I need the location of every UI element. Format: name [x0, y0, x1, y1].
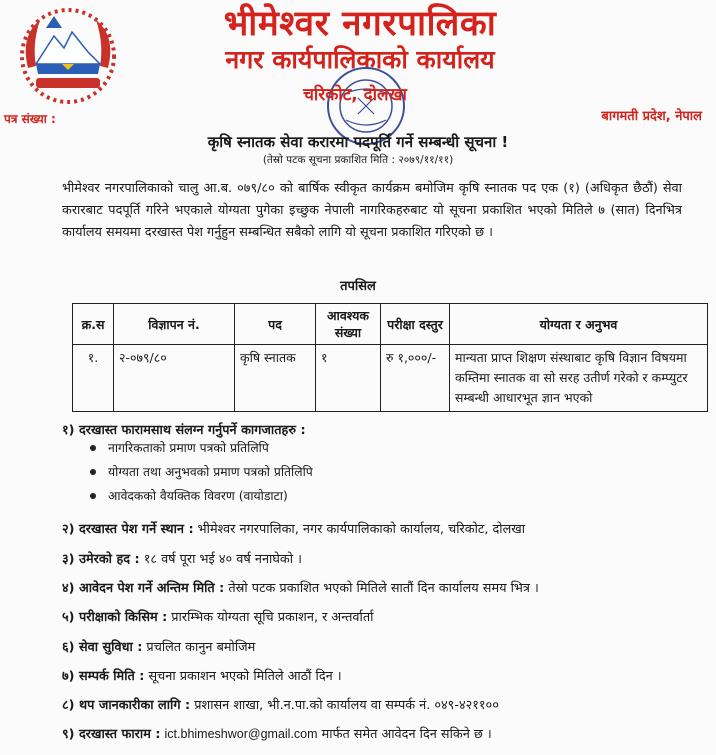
municipality-name: भीमेश्वर नगरपालिका: [223, 4, 497, 44]
header-post: पद: [235, 304, 316, 345]
province-label: बागमती प्रदेश, नेपाल: [601, 109, 702, 124]
table-row: [73, 345, 708, 412]
header-adv-no: विज्ञापन नं.: [114, 304, 235, 345]
item-label: २) दरखास्त पेश गर्ने स्थान :: [62, 522, 194, 537]
cell-qualification: मान्यता प्राप्त शिक्षण संस्थाबाट कृषि विज्ञान विषयमा कम्तिमा स्नातक वा सो सरह उतीर्ण गरेको र कम्प्युटर सम्बन्धी आधारभूत ज्ञान भएको: [450, 345, 708, 412]
item-label: ३) उमेरको हद :: [62, 552, 140, 567]
item-value: प्रचलित कानुन बमोजिम: [142, 640, 256, 655]
required-documents-list: [88, 436, 313, 508]
contact-date: [62, 666, 342, 684]
item-value: प्रारम्भिक योग्यता सूचि प्रकाशन, र अन्तर्वार्ता: [167, 610, 374, 625]
email-link[interactable]: ict.bhimeshwor@gmail.com: [164, 727, 318, 741]
item-value: मार्फत समेत आवेदन दिन सकिने छ ।: [317, 727, 492, 742]
header-sn: क्र.स: [73, 304, 114, 345]
office-name: नगर कार्यपालिकाको कार्यालय: [225, 45, 495, 74]
details-heading: तपसिल: [340, 279, 376, 294]
item-label: ९) दरखास्त फाराम :: [62, 727, 161, 742]
nepal-emblem-icon: [6, 6, 130, 110]
notice-intro: भीमेश्वर नगरपालिकाको चालु आ.ब. ०७९/८० को बार्षिक स्वीकृत कार्यक्रम बमोजिम कृषि स्नातक पद एक (१) (अधिकृत छैठौं) सेवा करारबाट पदपूर्ति गरिने भएकाले योग्यता पुगेका इच्छुक नेपाली नागरिकहरुबाट यो सूचना प्रकाशित भएको मितिले ७ (सात) दिनभित्र कार्यालय समयमा दरखास्त पेश गर्नुहुन सम्बन्धित सबैको लागि यो सूचना प्रकाशित गरिएको छ ।: [62, 181, 682, 240]
item-label: ६) सेवा सुविधा :: [62, 640, 143, 655]
list-item: योग्यता तथा अनुभवको प्रमाण पत्रको प्रतिलिपि: [88, 460, 313, 484]
cell-adv-no: २-०७९/८०: [114, 345, 235, 412]
list-item: नागरिकताको प्रमाण पत्रको प्रतिलिपि: [88, 436, 313, 460]
item-label: ४) आवेदन पेश गर्ने अन्तिम मिति :: [62, 581, 225, 596]
more-info: [62, 695, 499, 713]
header-fee: परीक्षा दस्तुर: [381, 304, 450, 345]
notice-title: कृषि स्नातक सेवा करारमा पदपूर्ति गर्ने सम्बन्धी सूचना !: [207, 133, 509, 151]
header-count: आवश्यक संख्या: [316, 304, 381, 345]
notice-publish-date: (तेस्रो पटक सूचना प्रकाशित मिति : २०७९/११/११): [262, 154, 454, 166]
table-header-row: [73, 304, 708, 345]
application-form: [62, 724, 492, 742]
exam-type: [62, 607, 373, 625]
item-value: सूचना प्रकाशन भएको मितिले आठौं दिन ।: [144, 669, 342, 684]
age-limit: [62, 549, 302, 567]
item-value: तेस्रो पटक प्रकाशित भएको मितिले सातौं दिन कार्यालय समय भित्र ।: [224, 581, 539, 596]
service-benefits: [62, 637, 255, 655]
item-value: भीमेश्वर नगरपालिका, नगर कार्यपालिकाको कार्यालय, चरिकोट, दोलखा: [193, 522, 526, 537]
cell-post: कृषि स्नातक: [235, 345, 316, 412]
list-item: आवेदकको वैयक्तिक विवरण (वायोडाटा): [88, 484, 313, 508]
required-documents-heading: १) दरखास्त फारामसाथ संलग्न गर्नुपर्ने कागजातहरु :: [62, 423, 306, 438]
office-location: चरिकोट, दोलखा: [303, 85, 407, 105]
deadline: [62, 578, 539, 596]
vacancy-table: [72, 303, 708, 412]
cell-count: १: [316, 345, 381, 412]
cell-sn: १.: [73, 345, 114, 412]
cell-fee: रु १,०००/-: [381, 345, 450, 412]
item-value: प्रशासन शाखा, भी.न.पा.को कार्यालय वा सम्पर्क नं. ०४९-४२११००: [190, 698, 499, 713]
item-label: ८) थप जानकारीका लागि :: [62, 698, 191, 713]
header-qualification: योग्यता र अनुभव: [450, 304, 708, 345]
item-label: ७) सम्पर्क मिति :: [62, 669, 145, 684]
submission-place: [62, 519, 525, 537]
item-label: ५) परीक्षाको किसिम :: [62, 610, 168, 625]
reference-number-label: पत्र संख्या :: [4, 112, 56, 126]
item-value: १८ वर्ष पूरा भई ४० वर्ष ननाघेको ।: [139, 552, 302, 567]
